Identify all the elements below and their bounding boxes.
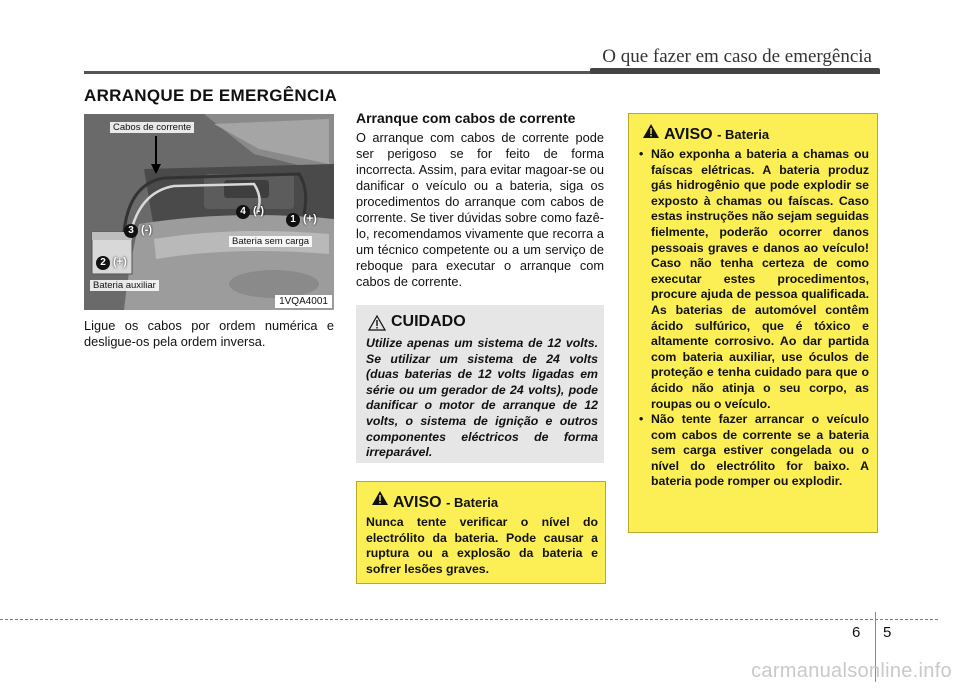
warning-box-electrolyte (356, 481, 606, 584)
marker-1-badge: 1 (286, 213, 300, 227)
marker-3-badge: 3 (124, 224, 138, 238)
caution-title: CUIDADO (391, 313, 466, 330)
chapter-number: 6 (852, 624, 861, 641)
connection-order-text: Ligue os cabos por ordem numérica e desligue-os pela ordem inversa. (84, 318, 334, 349)
jump-start-body-text: O arranque com cabos de corrente pode ser perigoso se for feito de forma incorrecta. Assim, para evitar magoar-se ou danificar o veículo ou a bateria, siga os procedimentos do arranque com cabos de corrente. Se tiver dúvidas sobre como fazê-lo, recomendamos vivamente que recorra a um técnico competente ou a um serviço de reboque para executar o arranque com cabos de corrente. (356, 130, 604, 289)
watermark: carmanualsonline.info (751, 660, 952, 682)
marker-3-sign: (-) (141, 224, 152, 236)
warning-item-frozen: • Não tente fazer arrancar o veículo com cabos de corrente se a bateria sem carga estiver congelada ou o nível do electrólito for baixo. A bateria pode romper ou explodir. (637, 412, 869, 490)
label-dead-battery: Bateria sem carga (229, 236, 312, 247)
jump-start-figure (84, 114, 334, 310)
figure-code: 1VQA4001 (275, 295, 332, 308)
warning-subtitle: - Bateria (446, 495, 499, 510)
warning-triangle-icon (642, 123, 660, 139)
running-header: O que fazer em caso de emergência (602, 46, 872, 67)
section-title: ARRANQUE DE EMERGÊNCIA (84, 86, 338, 105)
warning-battery-list (637, 147, 869, 490)
warning-item-flames: • Não exponha a bateria a chamas ou faíscas elétricas. A bateria produz gás hidrogênio que pode explodir se exposto à chamas ou faíscas. Caso estas instruções não sejam seguidas fielmente, poderão ocorrer danos pessoais graves e danos ao veículo! Caso não tenha certeza de como executar estes procedimentos, procure ajuda de pessoa qualificada. As baterias de automóvel contêm ácido sulfúrico, que é tóxico e altamente corrosivo. Ao dar partida com bateria auxiliar, use óculos de proteção e tenha cuidado para que o ácido não atinja o seu corpo, as roupas ou o veículo. (637, 147, 869, 412)
subsection-heading: Arranque com cabos de corrente (356, 110, 576, 126)
warning-title: AVISO (664, 126, 713, 143)
warning-triangle-icon (371, 490, 389, 506)
header-rule-accent (590, 68, 880, 74)
warning-electrolyte-text: Nunca tente verificar o nível do electrólito da bateria. Pode causar a ruptura ou a explosão da bateria e sofrer lesões graves. (366, 515, 598, 576)
caution-text: Utilize apenas um sistema de 12 volts. Se utilizar um sistema de 24 volts (duas baterias de 12 volts ligadas em série ou um gerador de 24 volts), pode danificar o motor de arranque de 12 volts, o sistema de ignição e outros componentes eléctricos de forma irreparável. (366, 336, 598, 460)
marker-1-sign: (+) (303, 213, 317, 225)
caution-box (356, 305, 604, 463)
marker-2-sign: (+) (113, 256, 127, 268)
marker-4-sign: (-) (253, 205, 264, 217)
label-cables: Cabos de corrente (110, 122, 194, 133)
label-aux-battery: Bateria auxiliar (90, 280, 159, 291)
marker-4-badge: 4 (236, 205, 250, 219)
page-number: 5 (883, 624, 892, 641)
caution-triangle-icon (368, 315, 386, 331)
warning-subtitle: - Bateria (717, 127, 770, 142)
footer-rule (0, 619, 938, 620)
warning-title: AVISO (393, 494, 442, 511)
warning-box-battery (628, 113, 878, 533)
marker-2-badge: 2 (96, 256, 110, 270)
